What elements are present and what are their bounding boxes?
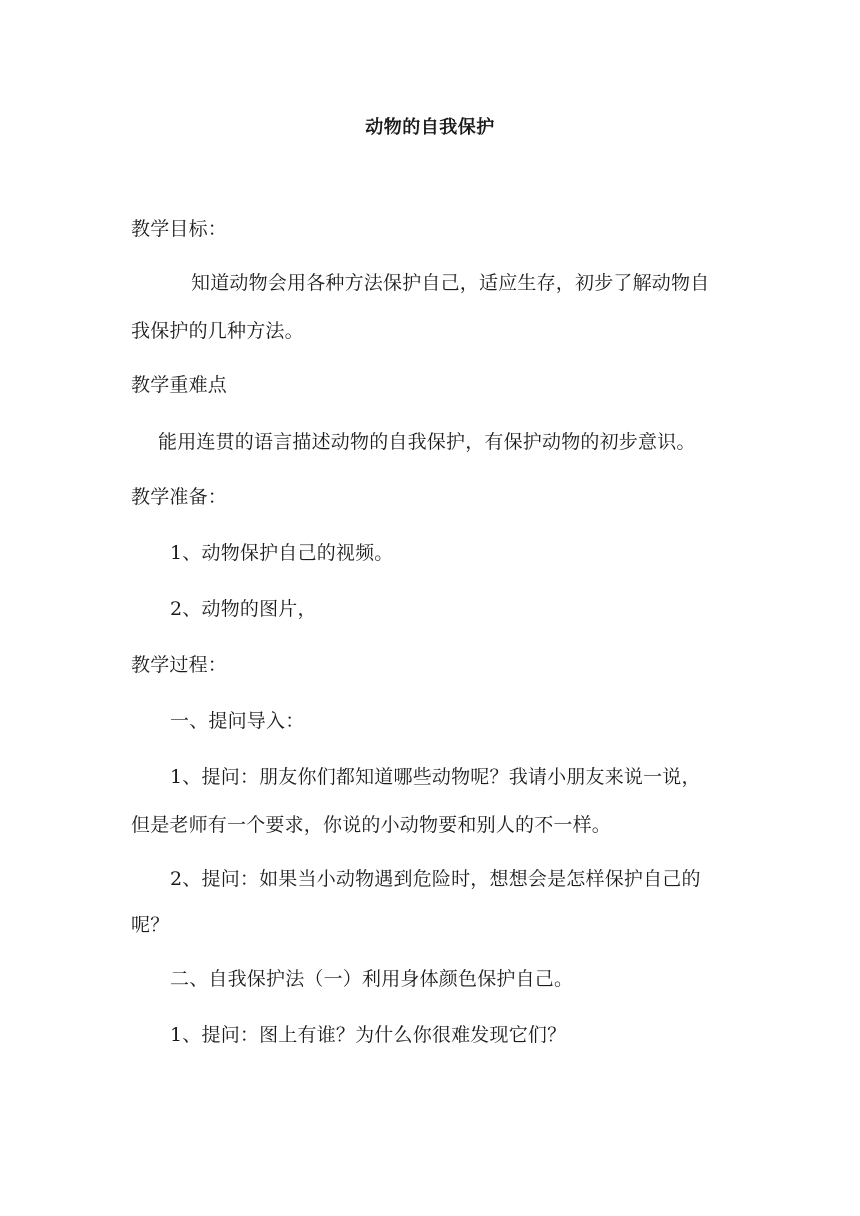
- paragraph-line: 但是老师有一个要求，你说的小动物要和别人的不一样。: [131, 814, 612, 836]
- paragraph-line: 能用连贯的语言描述动物的自我保护，有保护动物的初步意识。: [158, 431, 696, 453]
- paragraph-line: 知道动物会用各种方法保护自己，适应生存，初步了解动物自: [191, 272, 710, 294]
- list-item: 2、动物的图片，: [170, 598, 317, 620]
- heading-process: 教学过程：: [131, 654, 228, 676]
- list-item: 1、动物保护自己的视频。: [170, 542, 394, 564]
- heading-key-points: 教学重难点: [131, 374, 228, 396]
- paragraph-line: 1、提问：朋友你们都知道哪些动物呢？我请小朋友来说一说，: [170, 766, 701, 788]
- heading-teaching-goals: 教学目标：: [131, 218, 228, 240]
- paragraph-line: 呢？: [131, 914, 170, 936]
- section-heading: 二、自我保护法（一）利用身体颜色保护自己。: [170, 968, 574, 990]
- paragraph-line: 2、提问：如果当小动物遇到危险时，想想会是怎样保护自己的: [170, 868, 701, 890]
- paragraph-line: 1、提问：图上有谁？为什么你很难发现它们？: [170, 1024, 567, 1046]
- paragraph-line: 我保护的几种方法。: [131, 320, 304, 342]
- section-heading: 一、提问导入：: [170, 710, 305, 732]
- page-title: 动物的自我保护: [365, 117, 495, 138]
- heading-preparation: 教学准备：: [131, 486, 228, 508]
